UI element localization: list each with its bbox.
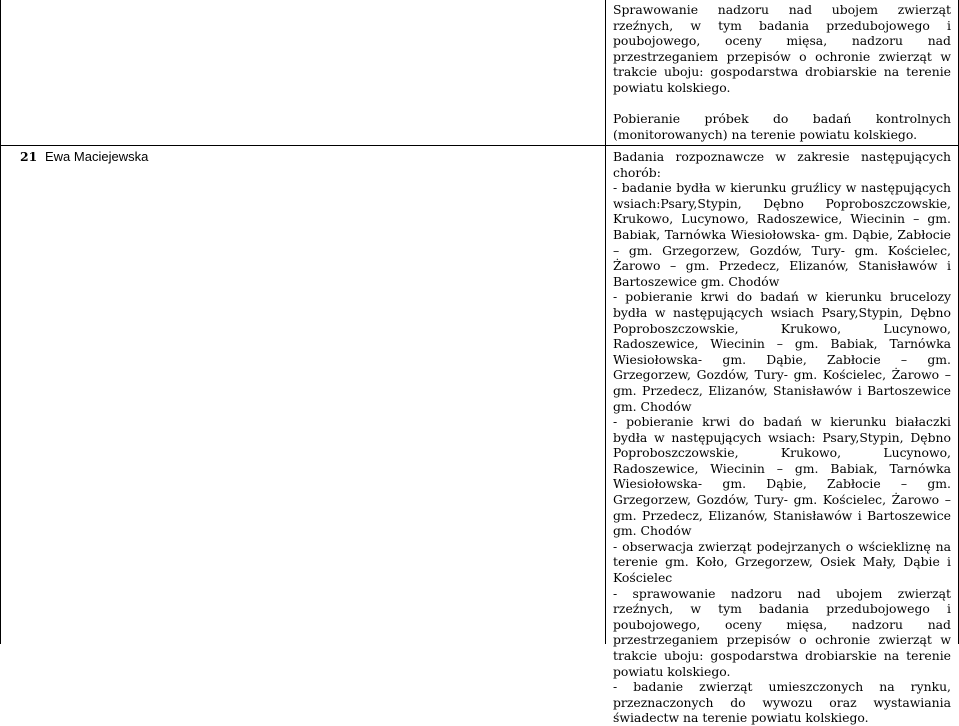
- person-name: Ewa Maciejewska: [45, 149, 149, 164]
- row-prev-paragraph-2: Pobieranie próbek do badań kontrolnych (monitorowanych) na terenie powiatu kolskiego.: [613, 111, 951, 142]
- row-prev-description: [613, 2, 951, 142]
- table-column-divider: [605, 0, 606, 644]
- row-21-paragraph-5: - sprawowanie nadzoru nad ubojem zwierząt rzeźnych, w tym badania przedubojowego i poubojowego, oceny mięsa, nadzoru nad przestrzeganiem przepisów o ochronie zwierząt w trakcie uboju: gospodarstwa drobiarskie na terenie powiatu kolskiego.: [613, 585, 951, 679]
- row-21-description: [613, 149, 951, 726]
- table-row-divider: [0, 145, 959, 146]
- row-21-intro: Badania rozpoznawcze w zakresie następujących chorób:: [613, 149, 951, 180]
- row-21-paragraph-2: - pobieranie krwi do badań w kierunku brucelozy bydła w następujących wsiach Psary,Stypin, Dębno Poproboszczowskie, Krukowo, Lucynowo, Radoszewice, Wiecinin – gm. Babiak, Tarnówka Wiesiołowska- gm. Dąbie, Zabłocie – gm. Grzegorzew, Gozdów, Tury- gm. Kościelec, Żarowo – gm. Przedecz, Elizanów, Stanisławów i Bartoszewice gm. Chodów: [613, 289, 951, 414]
- row-number: 21: [20, 149, 38, 164]
- row-21-paragraph-4: - obserwacja zwierząt podejrzanych o wściekliznę na terenie gm. Koło, Grzegorzew, Osiek Mały, Dąbie i Kościelec: [613, 538, 951, 586]
- row-21-paragraph-6: - badanie zwierząt umieszczonych na rynku, przeznaczonych do wywozu oraz wystawiania świadectw na terenie powiatu kolskiego.: [613, 679, 951, 726]
- row-21-paragraph-3: - pobieranie krwi do badań w kierunku białaczki bydła w następujących wsiach: Psary,Stypin, Dębno Poproboszczowskie, Krukowo, Lucynowo, Radoszewice, Wiecinin – gm. Babiak, Tarnówka Wiesiołowska- gm. Dąbie, Zabłocie – gm. Grzegorzew, Gozdów, Tury- gm. Kościelec, Żarowo – gm. Przedecz, Elizanów, Stanisławów i Bartoszewice gm. Chodów: [613, 414, 951, 539]
- row-21-paragraph-1: - badanie bydła w kierunku gruźlicy w następujących wsiach:Psary,Stypin, Dębno Poproboszczowskie, Krukowo, Lucynowo, Radoszewice, Wiecinin – gm. Babiak, Tarnówka Wiesiołowska- gm. Dąbie, Zabłocie – gm. Grzegorzew, Gozdów, Tury- gm. Kościelec, Żarowo – gm. Przedecz, Elizanów, Stanisławów i Bartoszewice gm. Chodów: [613, 180, 951, 289]
- row-prev-paragraph-1: Sprawowanie nadzoru nad ubojem zwierząt rzeźnych, w tym badania przedubojowego i poubojowego, oceny mięsa, nadzoru nad przestrzeganiem przepisów o ochronie zwierząt w trakcie uboju: gospodarstwa drobiarskie na terenie powiatu kolskiego.: [613, 2, 951, 95]
- table-border-left: [0, 0, 1, 644]
